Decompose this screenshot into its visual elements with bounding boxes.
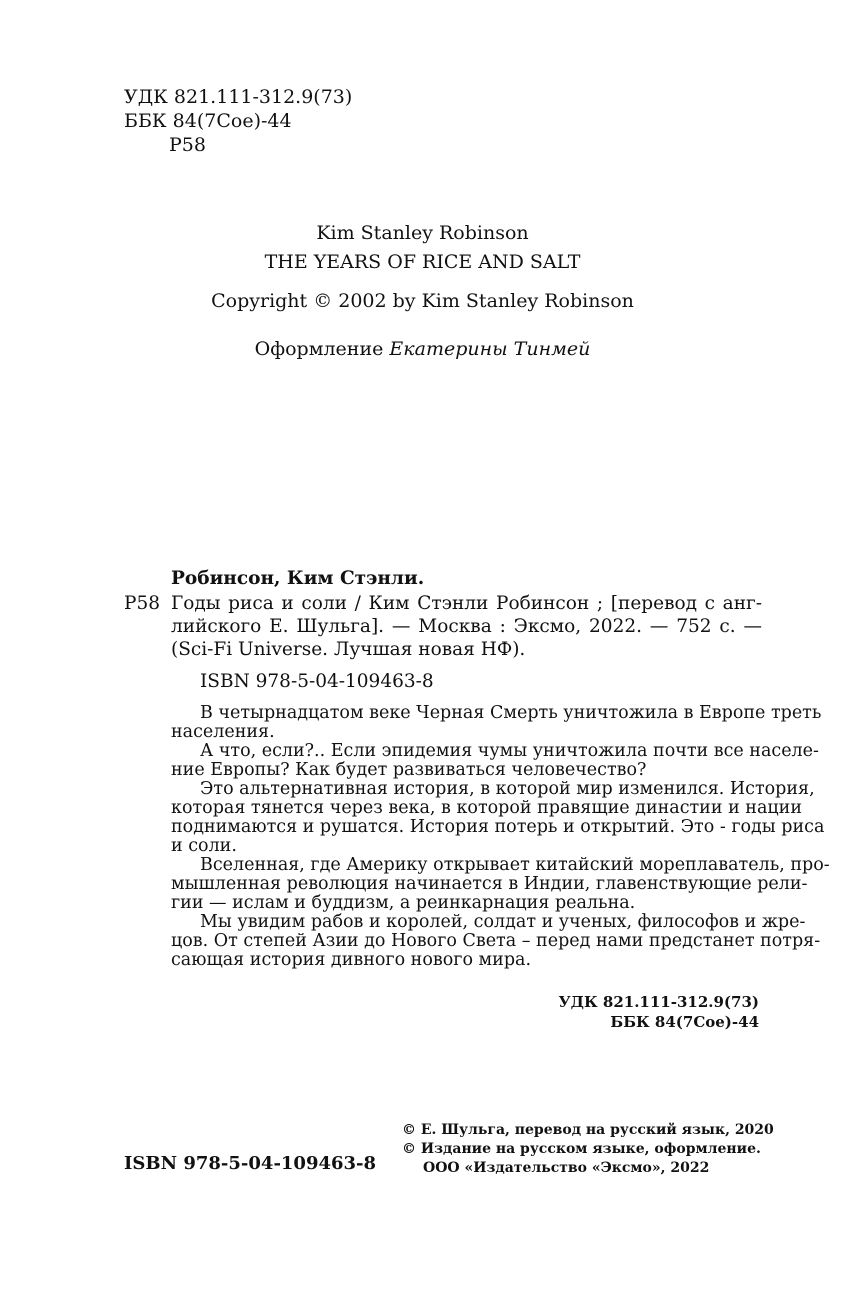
design-credit bbox=[0, 338, 845, 360]
annotation-line: ние Европы? Как будет развиваться человечество? bbox=[171, 760, 647, 780]
biblio-line: Годы риса и соли / Ким Стэнли Робинсон ; [перевод с анг- bbox=[171, 593, 762, 614]
biblio-line: (Sci-Fi Universe. Лучшая новая НФ). bbox=[171, 639, 526, 660]
biblio-heading: Робинсон, Ким Стэнли. bbox=[171, 568, 425, 589]
isbn-bottom: ISBN 978-5-04-109463-8 bbox=[124, 1153, 377, 1174]
author-mark: Р58 bbox=[169, 134, 206, 156]
annotation-line: мышленная революция начинается в Индии, главенствующие рели- bbox=[171, 874, 808, 894]
design-prefix: Оформление bbox=[254, 338, 384, 360]
biblio-line: лийского Е. Шульга]. — Москва : Эксмо, 2022. — 752 с. — bbox=[171, 616, 762, 637]
annotation-line: поднимаются и рушатся. История потерь и открытий. Это - годы риса bbox=[171, 817, 825, 837]
annotation-line: Это альтернативная история, в которой мир изменился. История, bbox=[200, 779, 815, 799]
original-author: Kim Stanley Robinson bbox=[316, 222, 529, 244]
annotation-line: населения. bbox=[171, 722, 275, 742]
annotation-line: А что, если?.. Если эпидемия чумы уничтожила почти все населе- bbox=[200, 741, 819, 761]
annotation-line: сающая история дивного нового мира. bbox=[171, 950, 532, 970]
annotation-line: и соли. bbox=[171, 836, 237, 856]
copyright-publisher: ООО «Издательство «Эксмо», 2022 bbox=[423, 1160, 710, 1176]
copyright-translation: © Е. Шульга, перевод на русский язык, 2020 bbox=[402, 1122, 774, 1138]
annotation-line: Вселенная, где Америку открывает китайский мореплаватель, про- bbox=[200, 855, 830, 875]
original-copyright: Copyright © 2002 by Kim Stanley Robinson bbox=[211, 290, 634, 312]
annotation bbox=[171, 703, 830, 970]
annotation-line: В четырнадцатом веке Черная Смерть уничтожила в Европе треть bbox=[200, 703, 822, 723]
annotation-line: которая тянется через века, в которой правящие династии и нации bbox=[171, 798, 802, 818]
bbk-code: ББК 84(7Сое)-44 bbox=[124, 110, 292, 132]
copyright-edition: © Издание на русском языке, оформление. bbox=[402, 1141, 761, 1157]
udk-code: УДК 821.111-312.9(73) bbox=[124, 86, 353, 108]
annotation-line: гии — ислам и буддизм, а реинкарнация реальна. bbox=[171, 893, 636, 913]
biblio-isbn: ISBN 978-5-04-109463-8 bbox=[200, 671, 434, 692]
annotation-line: Мы увидим рабов и королей, солдат и ученых, философов и жре- bbox=[200, 912, 806, 932]
design-name: Екатерины Тинмей bbox=[389, 338, 591, 360]
bbk-code-bold: ББК 84(7Сое)-44 bbox=[610, 1013, 759, 1031]
biblio-mark: Р58 bbox=[124, 593, 160, 614]
annotation-line: цов. От степей Азии до Нового Света – перед нами предстанет потря- bbox=[171, 931, 821, 951]
udk-code-bold: УДК 821.111-312.9(73) bbox=[558, 993, 759, 1011]
original-title: THE YEARS OF RICE AND SALT bbox=[264, 251, 581, 273]
